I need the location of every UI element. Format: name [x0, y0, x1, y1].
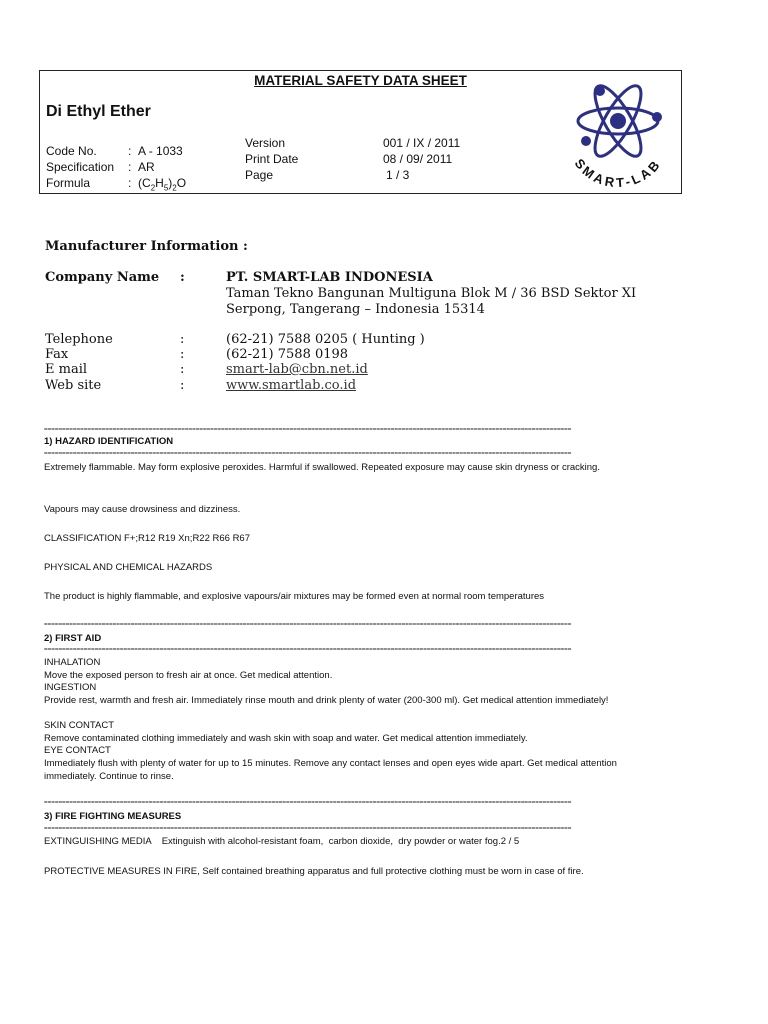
- colon: :: [180, 332, 185, 347]
- inhalation-label: INHALATION: [44, 657, 101, 668]
- physical-chemical-hazards-heading: PHYSICAL AND CHEMICAL HAZARDS: [44, 562, 213, 573]
- colon: :: [180, 378, 185, 393]
- formula-row: Formula : $(C_2H_5)_2O$: [46, 176, 187, 193]
- eye-contact-label: EYE CONTACT: [44, 745, 111, 756]
- eye-contact-text: Immediately flush with plenty of water for up to 15 minutes. Remove any contact lenses and open eyes wide apart. Get medical attention immediately. Continue to rinse.: [44, 758, 617, 782]
- company-name-label: Company Name: [45, 270, 160, 285]
- address-line-2: Serpong, Tangerang – Indonesia 15314: [226, 302, 485, 317]
- smart-lab-logo: [558, 77, 678, 189]
- separator-line: ==================================================================================================================================================: [44, 622, 572, 628]
- inhalation-text: Move the exposed person to fresh air at once. Get medical attention.: [44, 670, 333, 681]
- document-title: MATERIAL SAFETY DATA SHEET: [254, 73, 467, 88]
- colon: :: [180, 362, 185, 377]
- hazard-paragraph: Vapours may cause drowsiness and dizziness.: [44, 504, 241, 515]
- section-2-title: 2) FIRST AID: [44, 633, 102, 644]
- website-label: Web site: [45, 378, 102, 393]
- separator-line: ==================================================================================================================================================: [44, 647, 572, 653]
- manufacturer-info-heading: Manufacturer Information :: [45, 239, 248, 254]
- website-link[interactable]: www.smartlab.co.id: [226, 378, 357, 393]
- hazard-paragraph: The product is highly flammable, and explosive vapours/air mixtures may be formed even at normal room temperatures: [44, 591, 545, 602]
- separator-line: ==================================================================================================================================================: [44, 451, 572, 457]
- version-label: Version: [245, 136, 286, 150]
- page-label: Page: [245, 168, 274, 182]
- skin-contact-text: Remove contaminated clothing immediately and wash skin with soap and water. Get medical attention immediately.: [44, 733, 528, 744]
- header-box: [39, 70, 682, 194]
- email-label: E mail: [45, 362, 88, 377]
- skin-contact-label: SKIN CONTACT: [44, 720, 115, 731]
- ingestion-label: INGESTION: [44, 682, 97, 693]
- version-value: 001 / IX / 2011: [383, 136, 461, 150]
- extinguishing-media-text: EXTINGUISHING MEDIA Extinguish with alcohol-resistant foam, carbon dioxide, dry powder or water fog.2 / 5: [44, 836, 520, 847]
- fax-label: Fax: [45, 347, 69, 362]
- colon: :: [180, 347, 185, 362]
- protective-measures-text: PROTECTIVE MEASURES IN FIRE, Self contained breathing apparatus and full protective clothing must be worn in case of fire.: [44, 866, 584, 877]
- separator-line: ==================================================================================================================================================: [44, 800, 572, 806]
- section-1-title: 1) HAZARD IDENTIFICATION: [44, 436, 174, 447]
- print-date-value: 08 / 09/ 2011: [383, 152, 453, 166]
- fax-value: (62-21) 7588 0198: [226, 347, 349, 362]
- classification-text: CLASSIFICATION F+;R12 R19 Xn;R22 R66 R67: [44, 533, 251, 544]
- code-value: A - 1033: [138, 144, 183, 158]
- code-row: Code No. : A - 1033: [46, 144, 183, 158]
- company-name-value: PT. SMART-LAB INDONESIA: [226, 270, 433, 285]
- address-line-1: Taman Tekno Bangunan Multiguna Blok M / 36 BSD Sektor XI: [226, 286, 637, 301]
- print-date-label: Print Date: [245, 152, 299, 166]
- colon: :: [180, 270, 185, 285]
- email-link[interactable]: smart-lab@cbn.net.id: [226, 362, 368, 377]
- hazard-paragraph: Extremely flammable. May form explosive peroxides. Harmful if swallowed. Repeated exposure may cause skin dryness or cracking.: [44, 462, 600, 473]
- spec-row: Specification : AR: [46, 160, 155, 174]
- separator-line: ==================================================================================================================================================: [44, 427, 572, 433]
- telephone-value: (62-21) 7588 0205 ( Hunting ): [226, 332, 425, 347]
- separator-line: ==================================================================================================================================================: [44, 826, 572, 832]
- telephone-label: Telephone: [45, 332, 113, 347]
- section-3-title: 3) FIRE FIGHTING MEASURES: [44, 811, 182, 822]
- ingestion-text: Provide rest, warmth and fresh air. Immediately rinse mouth and drink plenty of water (200-300 ml). Get medical attention immediately!: [44, 695, 609, 706]
- spec-value: AR: [138, 160, 155, 174]
- svg-text:SMART-LAB: SMART-LAB: [571, 155, 665, 189]
- product-name: Di Ethyl Ether: [46, 103, 151, 120]
- formula-value: $(C_2H_5)_2O$: [138, 176, 187, 193]
- page-value: 1 / 3: [386, 168, 410, 182]
